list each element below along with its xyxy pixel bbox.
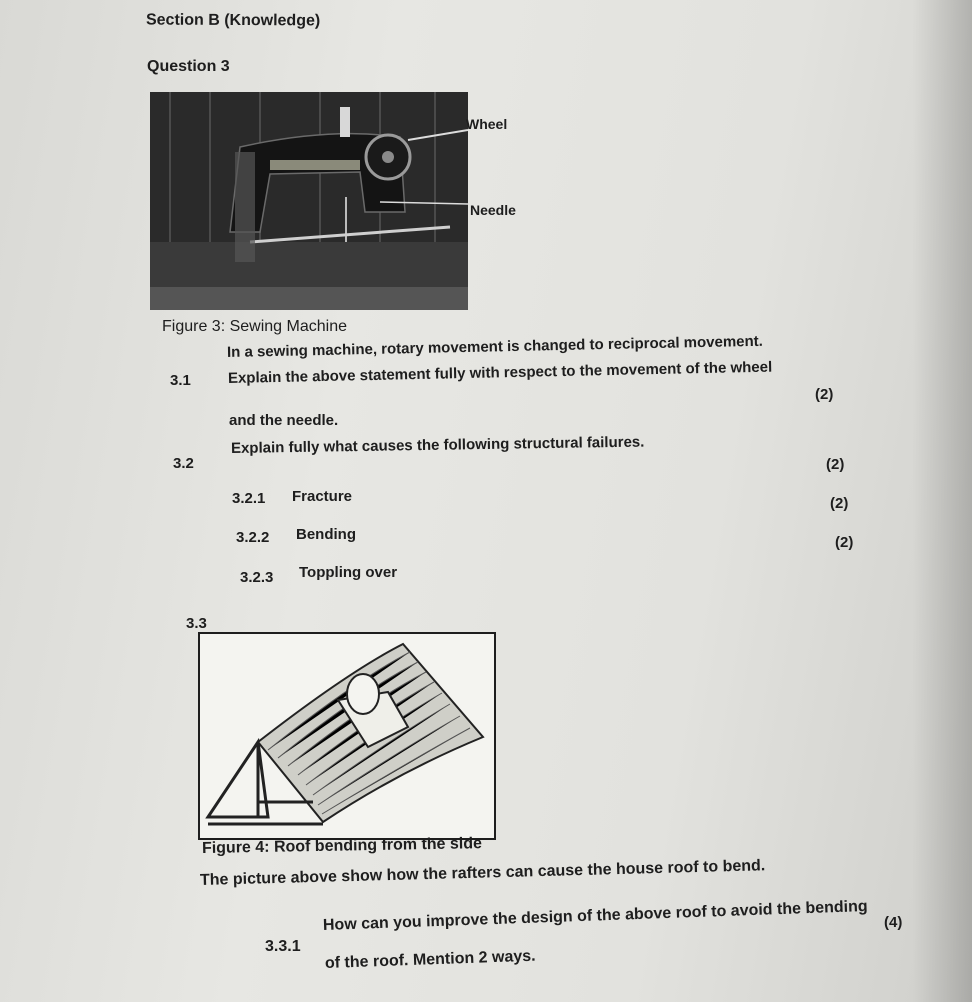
q3-1-number: 3.1 bbox=[170, 372, 191, 389]
sewing-machine-figure bbox=[150, 92, 468, 310]
q3-3-number: 3.3 bbox=[186, 615, 207, 632]
roof-bending-image bbox=[198, 632, 496, 840]
q3-3-intro: The picture above show how the rafters can cause the house roof to bend. bbox=[199, 857, 766, 889]
page-shadow bbox=[912, 0, 972, 1002]
q3-2-3-marks: (2) bbox=[835, 534, 854, 551]
q3-2-1-text: Fracture bbox=[292, 488, 353, 505]
q3-2-2-marks: (2) bbox=[830, 495, 849, 512]
label-wheel: Wheel bbox=[466, 116, 508, 132]
figure4-caption: Figure 4: Roof bending from the side bbox=[201, 835, 483, 857]
q3-2-1-number: 3.2.1 bbox=[232, 490, 266, 507]
q3-3-1-line1: How can you improve the design of the above roof to avoid the bending bbox=[322, 897, 868, 934]
q3-1-line3: and the needle. bbox=[229, 412, 339, 429]
section-title: Section B (Knowledge) bbox=[145, 11, 321, 30]
q3-3-1-line2: of the roof. Mention 2 ways. bbox=[324, 947, 536, 972]
q3-2-2-text: Bending bbox=[296, 526, 356, 543]
roof-figure bbox=[198, 632, 496, 840]
q3-3-1-number: 3.3.1 bbox=[265, 938, 301, 955]
q3-2-3-text: Toppling over bbox=[299, 564, 398, 581]
q3-2-1-marks: (2) bbox=[826, 456, 845, 473]
q3-1-line1: In a sewing machine, rotary movement is changed to reciprocal movement. bbox=[226, 332, 764, 361]
q3-3-1-marks: (4) bbox=[884, 914, 903, 931]
question-title: Question 3 bbox=[147, 58, 230, 75]
label-needle: Needle bbox=[470, 202, 516, 218]
q3-2-2-number: 3.2.2 bbox=[236, 529, 270, 546]
q3-1-marks: (2) bbox=[815, 386, 834, 403]
q3-2-text: Explain fully what causes the following structural failures. bbox=[230, 433, 645, 457]
sewing-machine-image bbox=[150, 92, 468, 310]
figure3-caption: Figure 3: Sewing Machine bbox=[162, 318, 347, 335]
q3-1-line2: Explain the above statement fully with respect to the movement of the wheel bbox=[227, 358, 773, 387]
q3-2-number: 3.2 bbox=[173, 455, 194, 472]
q3-2-3-number: 3.2.3 bbox=[240, 569, 274, 586]
